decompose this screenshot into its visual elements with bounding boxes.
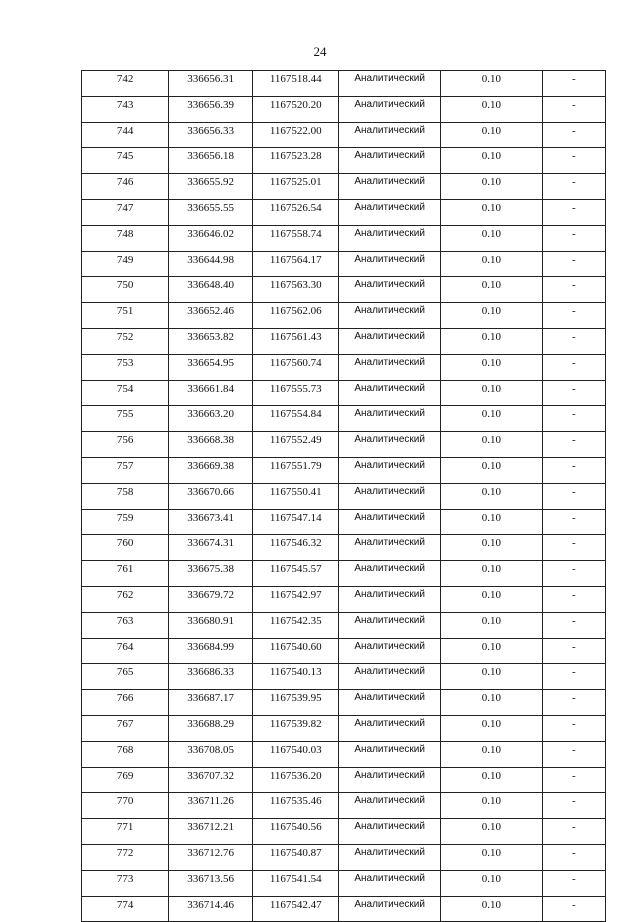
y-coordinate-cell: 1167525.01 [253, 174, 339, 200]
accuracy-cell: 0.10 [440, 354, 542, 380]
accuracy-cell: 0.10 [440, 586, 542, 612]
y-coordinate-cell: 1167561.43 [253, 328, 339, 354]
table-row [82, 328, 606, 354]
point-number-cell: 774 [82, 896, 169, 922]
table-row [82, 741, 606, 767]
x-coordinate-cell: 336656.39 [169, 96, 253, 122]
note-cell: - [542, 174, 605, 200]
x-coordinate-cell: 336646.02 [169, 225, 253, 251]
table-row [82, 483, 606, 509]
note-cell: - [542, 380, 605, 406]
method-cell: Аналитический [339, 767, 441, 793]
x-coordinate-cell: 336679.72 [169, 586, 253, 612]
note-cell: - [542, 638, 605, 664]
accuracy-cell: 0.10 [440, 380, 542, 406]
note-cell: - [542, 741, 605, 767]
x-coordinate-cell: 336663.20 [169, 406, 253, 432]
y-coordinate-cell: 1167522.00 [253, 122, 339, 148]
table-row [82, 664, 606, 690]
x-coordinate-cell: 336686.33 [169, 664, 253, 690]
point-number-cell: 768 [82, 741, 169, 767]
x-coordinate-cell: 336673.41 [169, 509, 253, 535]
method-cell: Аналитический [339, 432, 441, 458]
note-cell: - [542, 432, 605, 458]
note-cell: - [542, 793, 605, 819]
y-coordinate-cell: 1167536.20 [253, 767, 339, 793]
note-cell: - [542, 844, 605, 870]
method-cell: Аналитический [339, 406, 441, 432]
x-coordinate-cell: 336655.92 [169, 174, 253, 200]
note-cell: - [542, 122, 605, 148]
y-coordinate-cell: 1167539.95 [253, 690, 339, 716]
y-coordinate-cell: 1167542.47 [253, 896, 339, 922]
y-coordinate-cell: 1167552.49 [253, 432, 339, 458]
point-number-cell: 749 [82, 251, 169, 277]
accuracy-cell: 0.10 [440, 328, 542, 354]
point-number-cell: 757 [82, 457, 169, 483]
note-cell: - [542, 509, 605, 535]
note-cell: - [542, 690, 605, 716]
note-cell: - [542, 277, 605, 303]
method-cell: Аналитический [339, 225, 441, 251]
y-coordinate-cell: 1167547.14 [253, 509, 339, 535]
table-row [82, 303, 606, 329]
point-number-cell: 766 [82, 690, 169, 716]
x-coordinate-cell: 336674.31 [169, 535, 253, 561]
method-cell: Аналитический [339, 896, 441, 922]
y-coordinate-cell: 1167542.97 [253, 586, 339, 612]
point-number-cell: 756 [82, 432, 169, 458]
point-number-cell: 767 [82, 715, 169, 741]
point-number-cell: 771 [82, 819, 169, 845]
accuracy-cell: 0.10 [440, 303, 542, 329]
x-coordinate-cell: 336652.46 [169, 303, 253, 329]
method-cell: Аналитический [339, 483, 441, 509]
accuracy-cell: 0.10 [440, 174, 542, 200]
note-cell: - [542, 303, 605, 329]
table-row [82, 819, 606, 845]
point-number-cell: 744 [82, 122, 169, 148]
method-cell: Аналитический [339, 819, 441, 845]
y-coordinate-cell: 1167518.44 [253, 71, 339, 97]
table-row [82, 96, 606, 122]
accuracy-cell: 0.10 [440, 457, 542, 483]
y-coordinate-cell: 1167554.84 [253, 406, 339, 432]
note-cell: - [542, 96, 605, 122]
x-coordinate-cell: 336656.18 [169, 148, 253, 174]
accuracy-cell: 0.10 [440, 509, 542, 535]
note-cell: - [542, 586, 605, 612]
table-row [82, 638, 606, 664]
note-cell: - [542, 328, 605, 354]
y-coordinate-cell: 1167526.54 [253, 199, 339, 225]
table-row [82, 561, 606, 587]
method-cell: Аналитический [339, 535, 441, 561]
table-row [82, 767, 606, 793]
table-row [82, 715, 606, 741]
point-number-cell: 769 [82, 767, 169, 793]
page-number: 24 [313, 44, 327, 59]
point-number-cell: 750 [82, 277, 169, 303]
table-row [82, 457, 606, 483]
x-coordinate-cell: 336684.99 [169, 638, 253, 664]
note-cell: - [542, 251, 605, 277]
note-cell: - [542, 354, 605, 380]
y-coordinate-cell: 1167542.35 [253, 612, 339, 638]
x-coordinate-cell: 336648.40 [169, 277, 253, 303]
accuracy-cell: 0.10 [440, 483, 542, 509]
accuracy-cell: 0.10 [440, 690, 542, 716]
accuracy-cell: 0.10 [440, 819, 542, 845]
table-row [82, 870, 606, 896]
x-coordinate-cell: 336687.17 [169, 690, 253, 716]
x-coordinate-cell: 336680.91 [169, 612, 253, 638]
method-cell: Аналитический [339, 199, 441, 225]
y-coordinate-cell: 1167540.13 [253, 664, 339, 690]
note-cell: - [542, 561, 605, 587]
x-coordinate-cell: 336670.66 [169, 483, 253, 509]
point-number-cell: 748 [82, 225, 169, 251]
x-coordinate-cell: 336714.46 [169, 896, 253, 922]
y-coordinate-cell: 1167563.30 [253, 277, 339, 303]
note-cell: - [542, 483, 605, 509]
accuracy-cell: 0.10 [440, 199, 542, 225]
point-number-cell: 742 [82, 71, 169, 97]
y-coordinate-cell: 1167545.57 [253, 561, 339, 587]
table-row [82, 509, 606, 535]
accuracy-cell: 0.10 [440, 715, 542, 741]
point-number-cell: 770 [82, 793, 169, 819]
accuracy-cell: 0.10 [440, 71, 542, 97]
accuracy-cell: 0.10 [440, 432, 542, 458]
table-row [82, 148, 606, 174]
table-row [82, 793, 606, 819]
x-coordinate-cell: 336708.05 [169, 741, 253, 767]
x-coordinate-cell: 336688.29 [169, 715, 253, 741]
method-cell: Аналитический [339, 354, 441, 380]
note-cell: - [542, 225, 605, 251]
method-cell: Аналитический [339, 174, 441, 200]
note-cell: - [542, 199, 605, 225]
method-cell: Аналитический [339, 380, 441, 406]
accuracy-cell: 0.10 [440, 96, 542, 122]
y-coordinate-cell: 1167539.82 [253, 715, 339, 741]
method-cell: Аналитический [339, 122, 441, 148]
table-row [82, 354, 606, 380]
point-number-cell: 760 [82, 535, 169, 561]
point-number-cell: 758 [82, 483, 169, 509]
y-coordinate-cell: 1167546.32 [253, 535, 339, 561]
table-row [82, 896, 606, 922]
point-number-cell: 762 [82, 586, 169, 612]
method-cell: Аналитический [339, 715, 441, 741]
point-number-cell: 755 [82, 406, 169, 432]
table-row [82, 406, 606, 432]
y-coordinate-cell: 1167562.06 [253, 303, 339, 329]
x-coordinate-cell: 336656.31 [169, 71, 253, 97]
y-coordinate-cell: 1167540.60 [253, 638, 339, 664]
table-row [82, 277, 606, 303]
y-coordinate-cell: 1167541.54 [253, 870, 339, 896]
method-cell: Аналитический [339, 96, 441, 122]
accuracy-cell: 0.10 [440, 870, 542, 896]
coordinates-table-body [82, 71, 606, 922]
table-row [82, 535, 606, 561]
table-row [82, 612, 606, 638]
accuracy-cell: 0.10 [440, 148, 542, 174]
x-coordinate-cell: 336654.95 [169, 354, 253, 380]
accuracy-cell: 0.10 [440, 664, 542, 690]
point-number-cell: 759 [82, 509, 169, 535]
y-coordinate-cell: 1167523.28 [253, 148, 339, 174]
accuracy-cell: 0.10 [440, 122, 542, 148]
y-coordinate-cell: 1167555.73 [253, 380, 339, 406]
point-number-cell: 743 [82, 96, 169, 122]
table-row [82, 844, 606, 870]
note-cell: - [542, 406, 605, 432]
note-cell: - [542, 148, 605, 174]
table-row [82, 690, 606, 716]
accuracy-cell: 0.10 [440, 612, 542, 638]
point-number-cell: 754 [82, 380, 169, 406]
point-number-cell: 752 [82, 328, 169, 354]
method-cell: Аналитический [339, 509, 441, 535]
method-cell: Аналитический [339, 586, 441, 612]
x-coordinate-cell: 336668.38 [169, 432, 253, 458]
x-coordinate-cell: 336675.38 [169, 561, 253, 587]
accuracy-cell: 0.10 [440, 251, 542, 277]
method-cell: Аналитический [339, 561, 441, 587]
accuracy-cell: 0.10 [440, 767, 542, 793]
y-coordinate-cell: 1167535.46 [253, 793, 339, 819]
point-number-cell: 746 [82, 174, 169, 200]
x-coordinate-cell: 336711.26 [169, 793, 253, 819]
y-coordinate-cell: 1167560.74 [253, 354, 339, 380]
method-cell: Аналитический [339, 251, 441, 277]
accuracy-cell: 0.10 [440, 896, 542, 922]
table-row [82, 199, 606, 225]
x-coordinate-cell: 336707.32 [169, 767, 253, 793]
table-row [82, 225, 606, 251]
method-cell: Аналитический [339, 457, 441, 483]
table-row [82, 432, 606, 458]
accuracy-cell: 0.10 [440, 225, 542, 251]
method-cell: Аналитический [339, 664, 441, 690]
point-number-cell: 763 [82, 612, 169, 638]
method-cell: Аналитический [339, 71, 441, 97]
x-coordinate-cell: 336712.76 [169, 844, 253, 870]
note-cell: - [542, 896, 605, 922]
accuracy-cell: 0.10 [440, 406, 542, 432]
note-cell: - [542, 767, 605, 793]
x-coordinate-cell: 336713.56 [169, 870, 253, 896]
method-cell: Аналитический [339, 793, 441, 819]
accuracy-cell: 0.10 [440, 793, 542, 819]
y-coordinate-cell: 1167558.74 [253, 225, 339, 251]
note-cell: - [542, 71, 605, 97]
accuracy-cell: 0.10 [440, 535, 542, 561]
method-cell: Аналитический [339, 844, 441, 870]
table-row [82, 174, 606, 200]
x-coordinate-cell: 336655.55 [169, 199, 253, 225]
point-number-cell: 745 [82, 148, 169, 174]
point-number-cell: 751 [82, 303, 169, 329]
y-coordinate-cell: 1167564.17 [253, 251, 339, 277]
y-coordinate-cell: 1167540.56 [253, 819, 339, 845]
y-coordinate-cell: 1167520.20 [253, 96, 339, 122]
accuracy-cell: 0.10 [440, 844, 542, 870]
method-cell: Аналитический [339, 690, 441, 716]
x-coordinate-cell: 336644.98 [169, 251, 253, 277]
x-coordinate-cell: 336661.84 [169, 380, 253, 406]
method-cell: Аналитический [339, 303, 441, 329]
table-row [82, 251, 606, 277]
y-coordinate-cell: 1167551.79 [253, 457, 339, 483]
y-coordinate-cell: 1167540.87 [253, 844, 339, 870]
x-coordinate-cell: 336669.38 [169, 457, 253, 483]
point-number-cell: 772 [82, 844, 169, 870]
coordinates-table [81, 70, 606, 922]
accuracy-cell: 0.10 [440, 638, 542, 664]
note-cell: - [542, 870, 605, 896]
accuracy-cell: 0.10 [440, 561, 542, 587]
point-number-cell: 764 [82, 638, 169, 664]
note-cell: - [542, 819, 605, 845]
method-cell: Аналитический [339, 148, 441, 174]
point-number-cell: 747 [82, 199, 169, 225]
x-coordinate-cell: 336712.21 [169, 819, 253, 845]
point-number-cell: 773 [82, 870, 169, 896]
y-coordinate-cell: 1167550.41 [253, 483, 339, 509]
method-cell: Аналитический [339, 638, 441, 664]
point-number-cell: 765 [82, 664, 169, 690]
x-coordinate-cell: 336653.82 [169, 328, 253, 354]
y-coordinate-cell: 1167540.03 [253, 741, 339, 767]
accuracy-cell: 0.10 [440, 277, 542, 303]
note-cell: - [542, 612, 605, 638]
point-number-cell: 761 [82, 561, 169, 587]
method-cell: Аналитический [339, 612, 441, 638]
accuracy-cell: 0.10 [440, 741, 542, 767]
method-cell: Аналитический [339, 328, 441, 354]
table-row [82, 380, 606, 406]
note-cell: - [542, 457, 605, 483]
note-cell: - [542, 664, 605, 690]
method-cell: Аналитический [339, 741, 441, 767]
method-cell: Аналитический [339, 277, 441, 303]
note-cell: - [542, 715, 605, 741]
table-row [82, 586, 606, 612]
x-coordinate-cell: 336656.33 [169, 122, 253, 148]
point-number-cell: 753 [82, 354, 169, 380]
table-row [82, 71, 606, 97]
method-cell: Аналитический [339, 870, 441, 896]
note-cell: - [542, 535, 605, 561]
table-row [82, 122, 606, 148]
